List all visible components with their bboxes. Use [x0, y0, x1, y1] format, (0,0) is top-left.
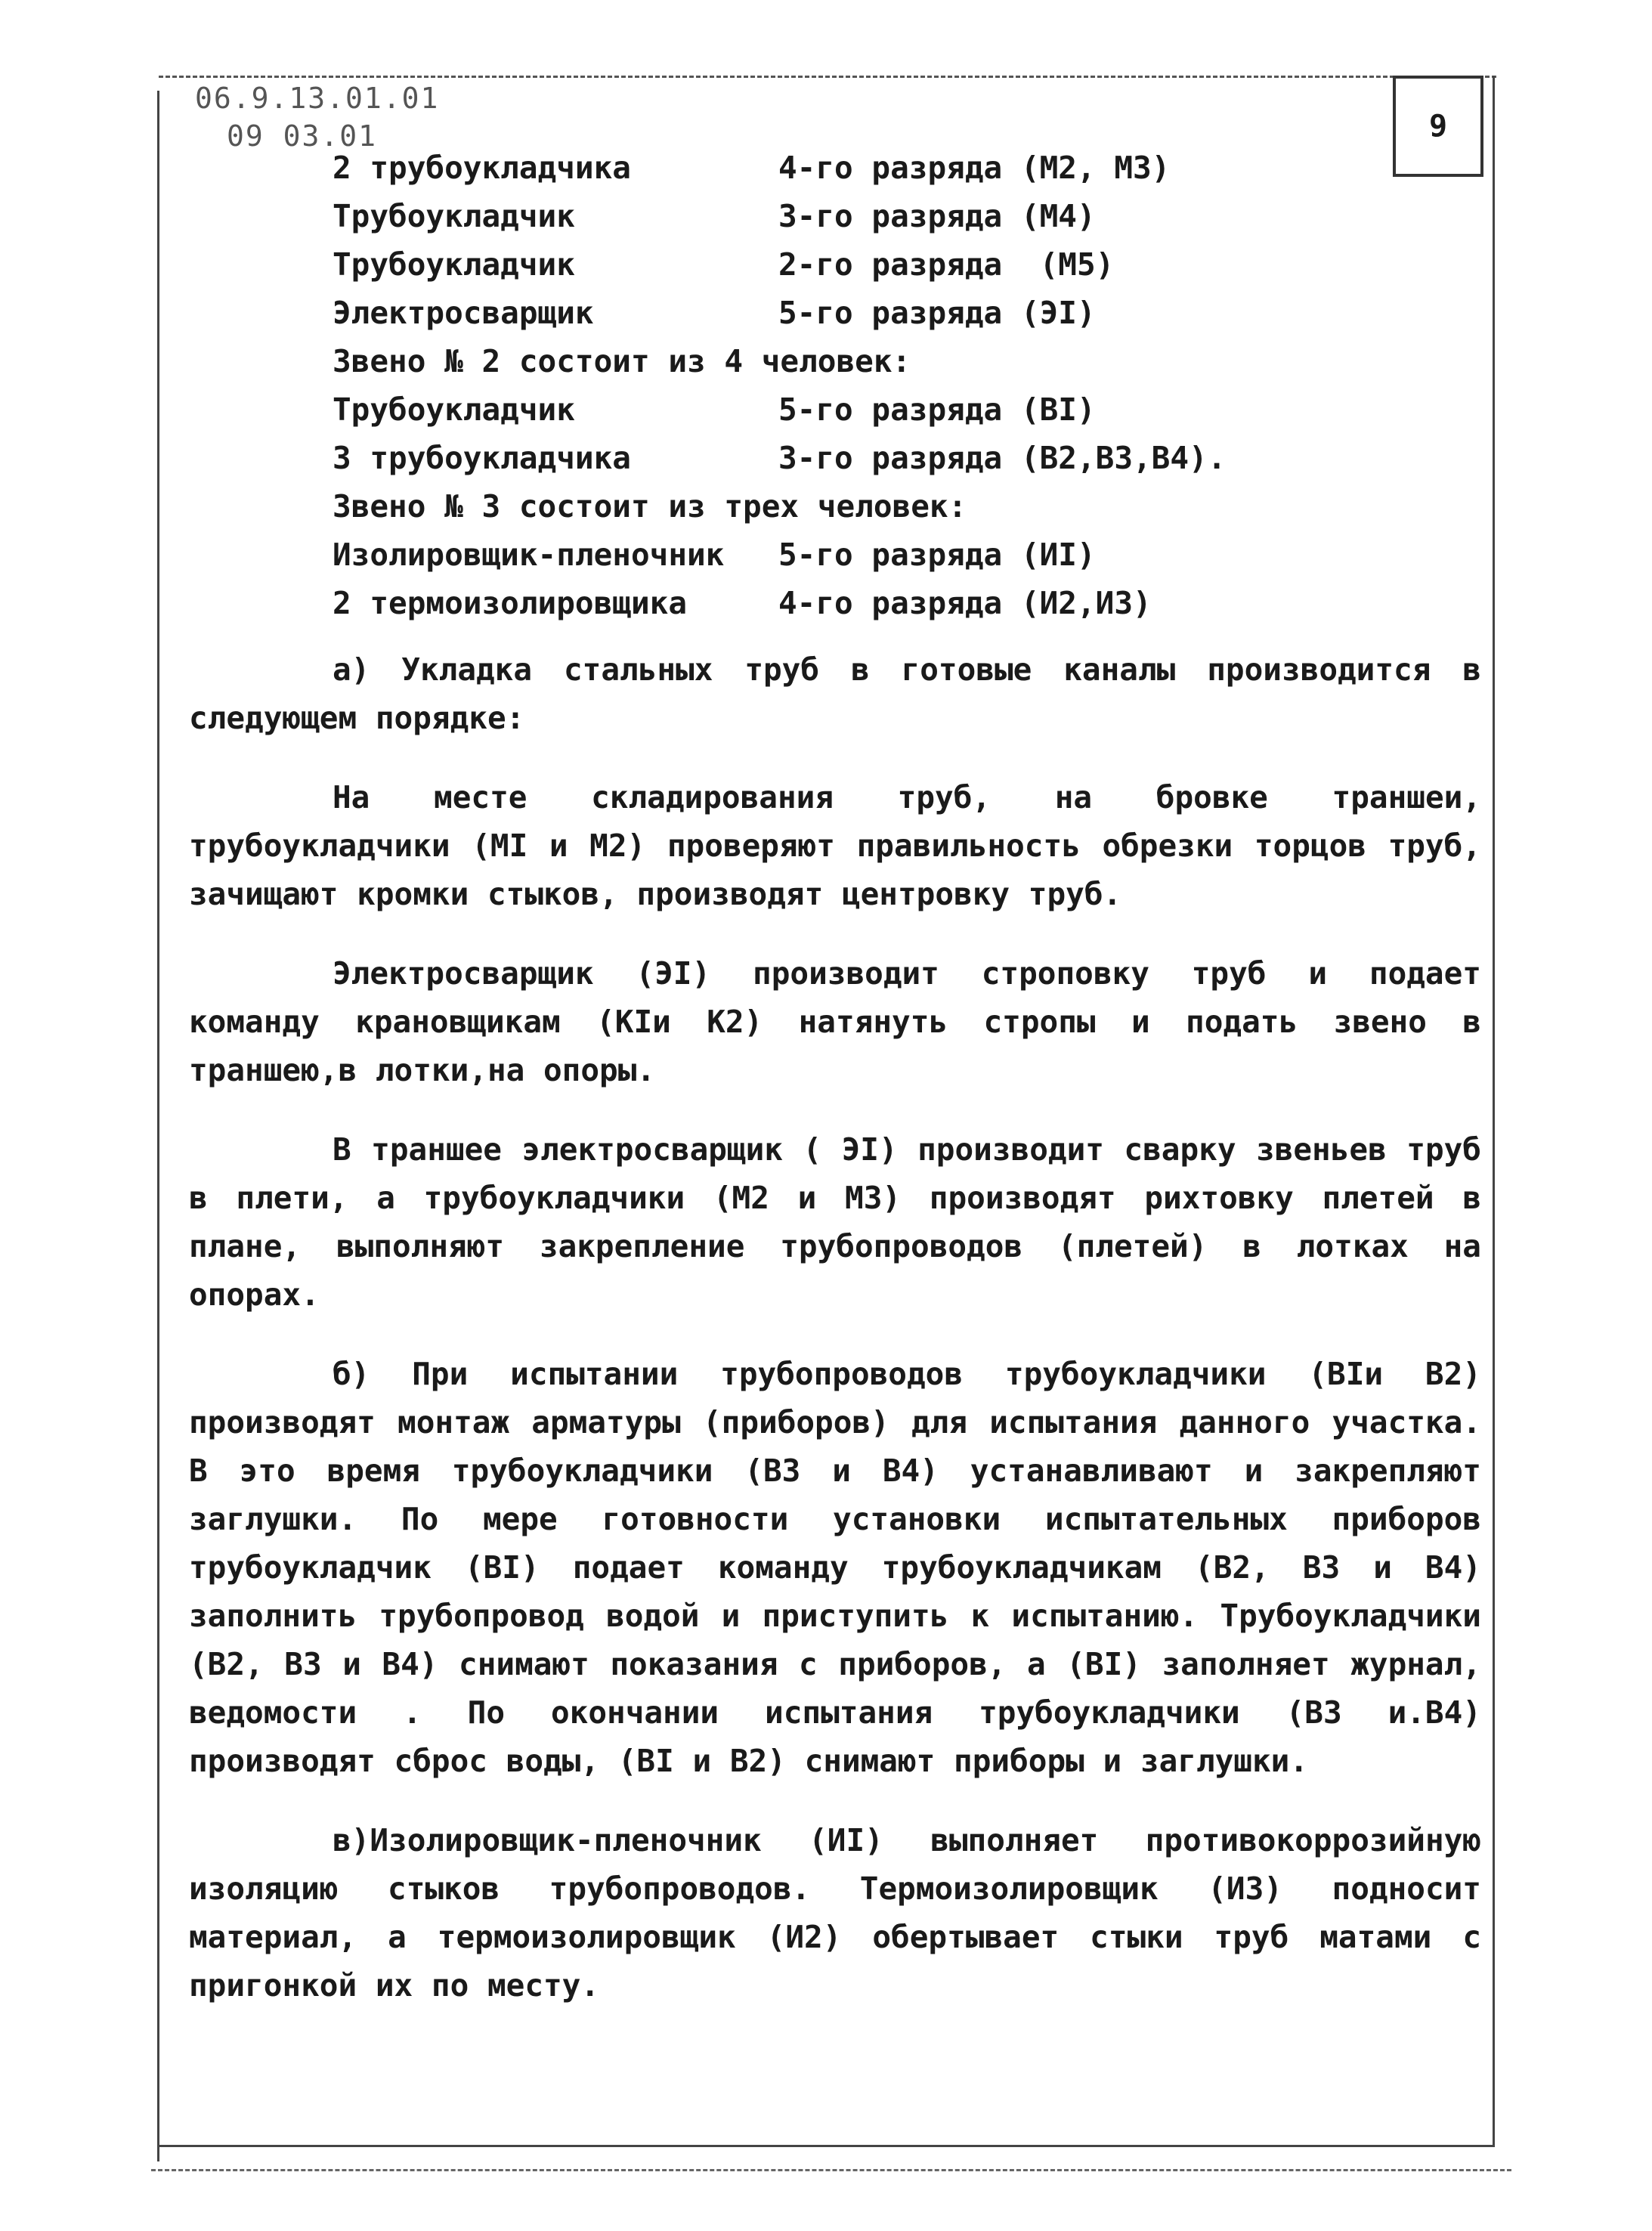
- paragraph-testing: б) При испытании трубопроводов трубоукладчики (ВIи В2) производят монтаж арматуры (приборов) для испытания данного участка. В это время трубоукладчики (В3 и В4) устанавливают и закрепляют заглушки. По мере готовности установки испытательных приборов трубоукладчик (ВI) подает команду трубоукладчикам (В2, В3 и В4) заполнить трубопровод водой и приступить к испытанию. Трубоукладчики (В2, В3 и В4) снимают показания с приборов, а (ВI) заполняет журнал, ведомости . По окончании испытания трубоукладчики (В3 и.В4) производят сброс воды, (ВI и В2) снимают приборы и заглушки.: [189, 1356, 1481, 1779]
- paragraph-insulation: в)Изолировщик-пленочник (ИI) выполняет противокоррозийную изоляцию стыков трубопроводов. Термоизолировщик (И3) подносит материал, а термоизолировщик (И2) обертывает стыки труб матами с пригонкой их по месту.: [189, 1822, 1481, 2004]
- page-number: 9: [1428, 109, 1448, 144]
- crew-role: 2 термоизолировщика: [333, 585, 687, 621]
- crew-line: [189, 531, 1481, 579]
- frame-bottom-border: [157, 2145, 1495, 2147]
- crew-line: [189, 289, 1481, 337]
- paragraph-laying-intro: а) Укладка стальных труб в готовые каналы производится в следующем порядке:: [189, 651, 1481, 736]
- paragraph-welder-slinging: Электросварщик (ЭI) производит строповку труб и подает команду крановщикам (КIи К2) натянуть стропы и подать звено в траншею,в лотки,на опоры.: [189, 955, 1481, 1088]
- paragraph-trench-welding: В траншее электросварщик ( ЭI) производит сварку звеньев труб в плети, а трубоукладчики (М2 и М3) производят рихтовку плетей в плане, выполняют закрепление трубопроводов (плетей) в лотках на опорах.: [189, 1131, 1481, 1313]
- crew-role: Трубоукладчик: [333, 246, 575, 283]
- crew-role: Трубоукладчик: [333, 198, 575, 234]
- frame-left-border: [157, 91, 159, 2161]
- frame-right-border: [1493, 76, 1495, 2146]
- link3-heading: Звено № 3 состоит из трех человек:: [333, 488, 967, 524]
- crew-line: [189, 192, 1481, 240]
- crew-line: [189, 579, 1481, 627]
- crew-grade: 4-го разряда (М2, М3): [778, 150, 1171, 186]
- crew-line: [189, 240, 1481, 289]
- crew-role: 3 трубоукладчика: [333, 440, 631, 476]
- crew-grade: 5-го разряда (ЭI): [778, 295, 1096, 331]
- crew-grade: 2-го разряда (М5): [778, 246, 1115, 283]
- crew-role: 2 трубоукладчика: [333, 150, 631, 186]
- crew-line: [189, 385, 1481, 434]
- crew-line: [189, 434, 1481, 482]
- frame-bottom-dashed-line: [151, 2169, 1511, 2171]
- crew-grade: 5-го разряда (ВI): [778, 391, 1096, 428]
- doc-code-line2: 09 03.01: [227, 119, 378, 153]
- link2-heading: Звено № 2 состоит из 4 человек:: [333, 343, 911, 379]
- crew-grade: 3-го разряда (М4): [778, 198, 1096, 234]
- document-body: [189, 144, 1481, 2041]
- frame-top-border: [159, 76, 1496, 78]
- crew-grade: 4-го разряда (И2,И3): [778, 585, 1152, 621]
- crew-grade: 3-го разряда (В2,В3,В4).: [778, 440, 1227, 476]
- crew-role: Трубоукладчик: [333, 391, 575, 428]
- crew-grade: 5-го разряда (ИI): [778, 537, 1096, 573]
- doc-code-line1: 06.9.13.01.01: [195, 82, 440, 115]
- crew-role: Изолировщик-пленочник: [333, 537, 725, 573]
- paragraph-storage-site: На месте складирования труб, на бровке траншеи, трубоукладчики (МI и М2) проверяют правильность обрезки торцов труб, зачищают кромки стыков, производят центровку труб.: [189, 779, 1481, 912]
- crew-line: [189, 144, 1481, 192]
- crew-role: Электросварщик: [333, 295, 594, 331]
